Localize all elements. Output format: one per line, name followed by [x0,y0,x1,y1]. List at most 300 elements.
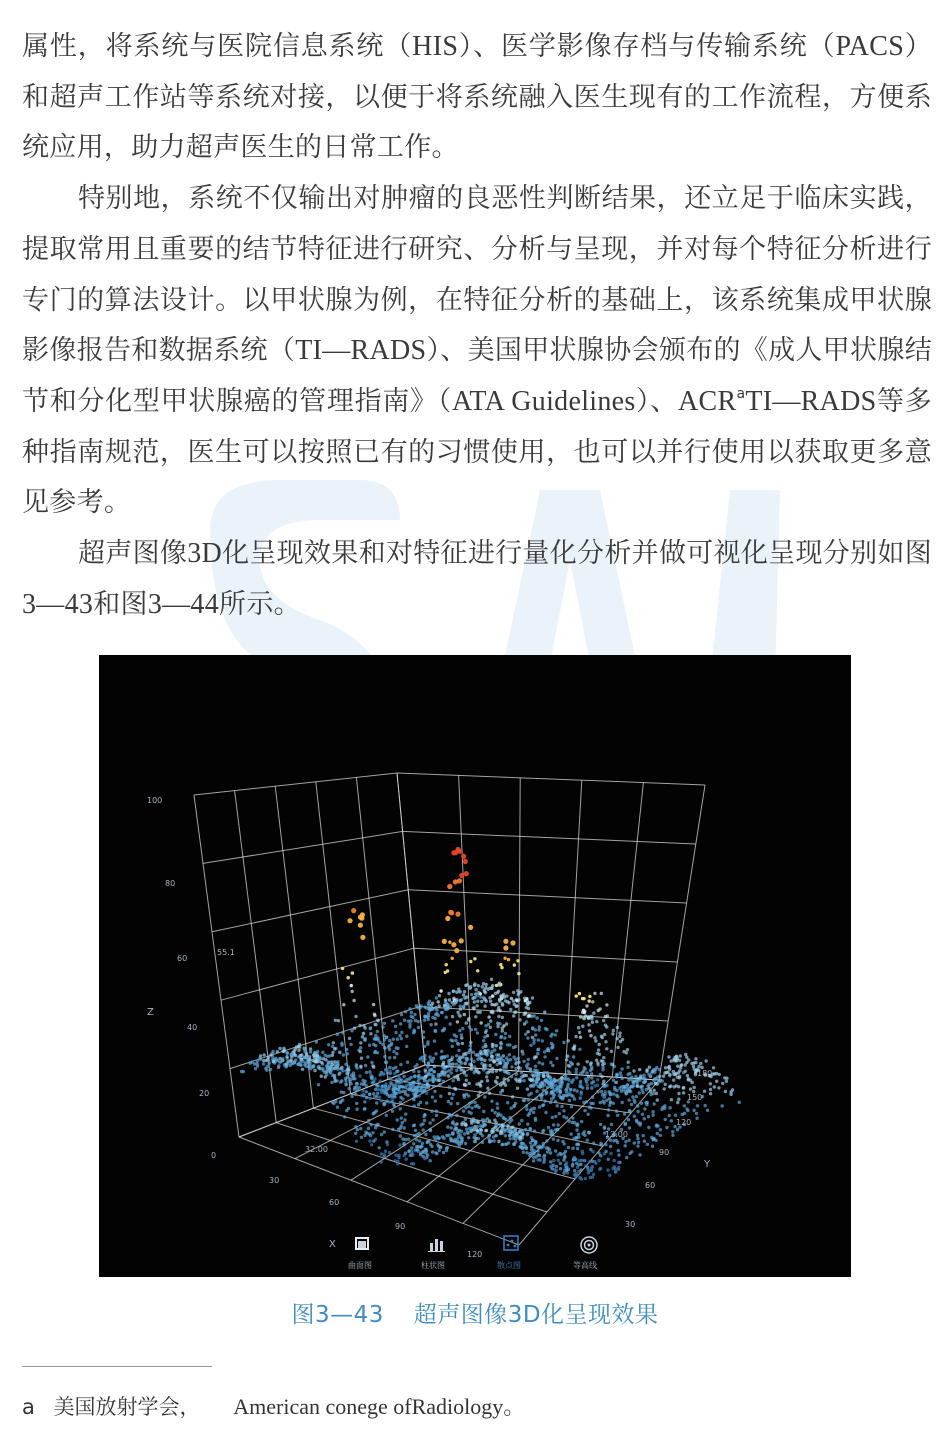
scatter-point [650,1071,653,1074]
scatter-point [668,1065,671,1068]
scatter-point [668,1106,671,1109]
scatter-point [434,1099,437,1102]
scatter-point [383,1055,386,1058]
scatter-point [432,1085,435,1088]
scatter-point [417,1070,420,1073]
scatter-point [351,908,356,913]
scatter-point [522,1060,525,1063]
scatter-point [414,1093,417,1096]
scatter-point [626,1083,629,1086]
scatter-point [517,1066,520,1069]
scatter-point [376,1030,379,1033]
scatter-point [615,1089,618,1092]
scatter-point [450,1126,453,1129]
scatter-point [451,942,456,947]
scatter-point [482,1039,485,1042]
scatter-point [672,1078,675,1081]
scatter-point [612,1092,615,1095]
scatter-point [600,1143,603,1146]
scatter-point [617,1149,620,1152]
scatter-point [334,1019,337,1022]
scatter-point [606,1114,609,1117]
scatter-point [652,1102,655,1105]
scatter-point [490,1055,493,1058]
scatter-point [365,1084,368,1087]
scatter-point [643,1107,646,1110]
scatter-point [455,912,460,917]
scatter-point [474,1015,477,1018]
scatter-point [542,1072,545,1075]
scatter-point [703,1090,706,1093]
scatter-point [459,938,464,943]
scatter-point [413,1081,416,1084]
scatter-point [655,1066,658,1069]
scatter-point [435,996,438,999]
scatter-point [379,1073,382,1076]
scatter-point [472,1051,475,1054]
scatter-point [476,1000,479,1003]
toolbar-button-contour[interactable] [573,1237,597,1270]
scatter-point [673,1059,676,1062]
toolbar-button-bar[interactable] [421,1239,445,1270]
scatter-point [395,1092,398,1095]
scatter-point [587,1113,590,1116]
scatter-point [601,1068,604,1071]
scatter-point [345,1048,348,1051]
scatter-point [420,1145,423,1148]
scatter-point [463,1084,466,1087]
scatter-point [416,1148,419,1151]
scatter-point [334,1079,337,1082]
scatter-point [457,1013,460,1016]
scatter-point [509,1008,512,1011]
grid-line [239,1137,519,1245]
scatter-point [327,1043,330,1046]
marker-label-c: 13.00 [605,1130,628,1139]
scatter-point [554,1115,557,1118]
text-span: ATA Guidelines [452,385,636,417]
scatter-point [369,1026,372,1029]
scatter-point [721,1104,724,1107]
scatter-point [570,1132,573,1135]
scatter-point [547,1126,550,1129]
scatter-point [340,1042,343,1045]
scatter-point [376,1019,379,1022]
scatter-point [349,1082,352,1085]
scatter-point [590,1072,593,1075]
scatter-point [531,1026,534,1029]
scatter-point [527,1007,530,1010]
scatter-point [520,1119,523,1122]
scatter-point [421,1122,424,1125]
grid-line [408,890,686,903]
scatter-point [559,1167,562,1170]
scatter-point [451,1015,454,1018]
scatter-point [477,1094,480,1097]
scatter-point [552,1164,555,1167]
scatter-point [531,996,534,999]
scatter-point [574,1035,577,1038]
scatter-point [615,1110,618,1113]
scatter-point [515,1005,518,1008]
scatter-point [484,1031,487,1034]
scatter-point [478,1083,481,1086]
scatter-point [442,1061,445,1064]
scatter-point [408,1149,411,1152]
scatter-point [705,1059,708,1062]
scatter-point [497,1053,500,1056]
scatter-point [451,1131,454,1134]
scatter-point [483,1035,486,1038]
scatter-point [449,910,454,915]
scatter-point [495,1002,498,1005]
scatter-point [598,1043,601,1046]
scatter-point [481,1141,484,1144]
scatter-point [549,1151,552,1154]
scatter-point [351,990,354,993]
scatter-point [542,1129,545,1132]
scatter-point [525,1108,528,1111]
scatter-point [527,1058,530,1061]
scatter-point [414,1019,417,1022]
scatter-point [480,1058,483,1061]
scatter-point [526,1133,529,1136]
scatter-point [617,1168,620,1171]
scatter-point [406,1061,409,1064]
scatter-point [272,1060,275,1063]
scatter-point [717,1086,720,1089]
scatter-point [323,1071,326,1074]
scatter-point [433,1090,436,1093]
scatter-point [262,1062,265,1065]
grid-line [203,831,403,863]
scatter-point [534,1033,537,1036]
scatter-point [616,1073,619,1076]
scatter-point [490,1130,493,1133]
scatter-point [576,1123,579,1126]
scatter-point [617,1153,620,1156]
scatter-point [590,1065,593,1068]
scatter-point [575,1071,578,1074]
scatter-point [400,1116,403,1119]
scatter-point [513,1104,516,1107]
scatter-point [469,1129,472,1132]
scatter-point [594,1039,597,1042]
scatter-point [267,1056,270,1059]
scatter-point [472,1117,475,1120]
scatter-point [675,1055,678,1058]
scatter-point [355,1102,358,1105]
scatter-point [380,1133,383,1136]
scatter-point [396,1088,399,1091]
scatter-point [573,1169,576,1172]
scatter-point [504,1134,507,1137]
scatter-point [429,1023,432,1026]
scatter-point [380,1160,383,1163]
scatter-point [557,1123,560,1126]
scatter-point [388,1151,391,1154]
scatter-point [575,1076,578,1079]
scatter-point [348,1037,351,1040]
scatter-point [405,1157,408,1160]
scatter-point [278,1047,281,1050]
scatter-point [508,1120,511,1123]
scatter-point [493,1048,496,1051]
scatter-point [606,1168,609,1171]
scatter-point [611,1032,614,1035]
scatter-point [530,1015,533,1018]
scatter-point [398,1143,401,1146]
scatter-point [583,1109,586,1112]
scatter-point [422,1128,425,1131]
scatter-point [696,1104,699,1107]
scatter-point [536,1149,539,1152]
scatter-point [596,1090,599,1093]
scatter-point [501,1143,504,1146]
scatter-point [469,1044,472,1047]
scatter-point [354,1125,357,1128]
scatter-point [687,1058,690,1061]
scatter-point [410,1011,413,1014]
scatter-point [578,1048,581,1051]
scatter-point [529,1069,532,1072]
scatter-point [622,1050,625,1053]
scatter-point [294,1058,297,1061]
scatter-point [638,1091,641,1094]
scatter-point [318,1067,321,1070]
scatter-point [544,1099,547,1102]
scatter-point [674,1114,677,1117]
z-tick-80: 80 [165,879,176,888]
scatter-point [642,1134,645,1137]
scatter-point [397,1128,400,1131]
scatter-point [664,1118,667,1121]
scatter-point [520,1071,523,1074]
x-tick-60: 60 [329,1198,340,1207]
scatter-point [651,1110,654,1113]
scatter-point [538,1025,541,1028]
scatter-point [646,1101,649,1104]
scatter-point [572,1055,575,1058]
scatter-point [469,1041,472,1044]
scatter-point [467,1110,470,1113]
scatter-point [575,994,578,997]
scatter-point [355,1140,358,1143]
scatter-point [384,1150,387,1153]
scatter-point [485,1075,488,1078]
scatter-point [433,1070,436,1073]
scatter-point [425,1092,428,1095]
scatter-point [524,1144,527,1147]
scatter-point [507,1078,510,1081]
scatter-point [658,1068,661,1071]
scatter-point [448,1113,451,1116]
scatter-point [404,1092,407,1095]
scatter-point [567,1039,570,1042]
scatter-point [439,1074,442,1077]
scatter-point [590,1086,593,1089]
scatter-point [587,1169,590,1172]
scatter-point [660,1108,663,1111]
scatter-point [451,1039,454,1042]
scatter-point [359,1050,362,1053]
scatter-point [435,1110,438,1113]
grid-line [414,948,678,962]
scatter-point [515,1073,518,1076]
scatter-point [422,1036,425,1039]
paragraph-2 [22,174,932,529]
scatter-point [391,1110,394,1113]
scatter-point [676,1065,679,1068]
scatter-point [593,1160,596,1163]
scatter-point [405,1084,408,1087]
scatter-point [308,1055,311,1058]
scatter-point [284,1065,287,1068]
scatter-point [298,1061,301,1064]
scatter-point [435,1152,438,1155]
scatter-point [501,1029,504,1032]
scatter-point [551,1064,554,1067]
scatter-point [587,1075,590,1078]
scatter-point [570,1094,573,1097]
scatter-point [442,1151,445,1154]
scatter-point [408,1007,411,1010]
scatter-point [368,1097,371,1100]
scatter-point [569,1061,572,1064]
scatter-point [404,1151,407,1154]
scatter-point [423,1119,426,1122]
scatter-point [383,1085,386,1088]
scatter-point [317,1083,320,1086]
scatter-point [530,1107,533,1110]
scatter-point [499,963,502,966]
scatter-point [490,1139,493,1142]
scatter-point [464,1062,467,1065]
scatter-point [476,969,479,972]
scatter-point [370,1077,373,1080]
scatter-point [402,1143,405,1146]
scatter-point [424,1148,427,1151]
scatter-point [412,1070,415,1073]
text-span: 3—43 [22,588,94,620]
scatter-point [276,1050,279,1053]
grid-line [612,783,643,1077]
scatter-point [409,1082,412,1085]
scatter-point [466,1130,469,1133]
paragraph-3 [22,529,932,630]
scatter-point [413,1075,416,1078]
grid-line [194,795,239,1137]
scatter-point [461,854,466,859]
scatter-point [417,1026,420,1029]
scatter-point [434,1022,437,1025]
scatter-point [651,1145,654,1148]
scatter-point [628,1126,631,1129]
x-tick-90: 90 [395,1222,406,1231]
scatter-point [362,1094,365,1097]
scatter-point [527,1098,530,1101]
scatter-point [370,1123,373,1126]
scatter-point [581,997,584,1000]
toolbar-label-surface: 曲面图 [348,1261,372,1270]
scatter-point [599,1073,602,1076]
grid-line [221,948,414,1000]
scatter-point [526,1087,529,1090]
scatter-point [358,1024,361,1027]
toolbar-button-surface[interactable] [348,1237,372,1270]
scatter-point [600,1059,603,1062]
z-tick-60: 60 [177,954,188,963]
scatter-point [500,1127,503,1130]
scatter-point [624,1144,627,1147]
scatter-point [446,1004,449,1007]
scatter-point [274,1057,277,1060]
scatter-point [381,1025,384,1028]
scatter-point [379,1079,382,1082]
scatter-point [656,1132,659,1135]
scatter-point [549,1101,552,1104]
scatter-point [579,1072,582,1075]
scatter-point [616,1046,619,1049]
scatter-point [521,1052,524,1055]
scatter-point [523,997,526,1000]
scatter-point [596,1052,599,1055]
scatter-point [350,1095,353,1098]
scatter-point [633,1141,636,1144]
scatter-point [477,984,480,987]
scatter-point [417,1089,420,1092]
scatter-point [352,999,355,1002]
scatter-point [473,1006,476,1009]
scatter-point [450,1097,453,1100]
scatter-point [567,1119,570,1122]
scatter-point [294,1048,297,1051]
scatter-point [367,1127,370,1130]
scatter-point [347,1068,350,1071]
scatter-point [692,1065,695,1068]
scatter-point [549,1034,552,1037]
scatter-point [562,1109,565,1112]
scatter-point [591,1000,594,1003]
scatter-point [451,1121,454,1124]
scatter-point [331,1101,334,1104]
scatter-point [363,1107,366,1110]
scatter-point [372,1111,375,1114]
scatter-point [562,1171,565,1174]
scatter-point [454,1126,457,1129]
scatter-point [554,1033,557,1036]
scatter-point [490,1100,493,1103]
scatter-point [499,1041,502,1044]
scatter-point [538,1158,541,1161]
scatter-point [656,1098,659,1101]
scatter-point [374,1126,377,1129]
scatter-point [454,1088,457,1091]
scatter-point [489,1052,492,1055]
scatter-point [391,1088,394,1091]
scatter-point [330,1063,333,1066]
scatter-point [533,1129,536,1132]
scatter-point [653,1089,656,1092]
scatter-point [573,1097,576,1100]
scatter-point [454,948,459,953]
scatter-point [504,1032,507,1035]
scatter-point [476,1129,479,1132]
scatter-point [523,1099,526,1102]
scatter-point [508,1053,511,1056]
scatter-point [373,1013,376,1016]
scatter-point [476,1070,479,1073]
